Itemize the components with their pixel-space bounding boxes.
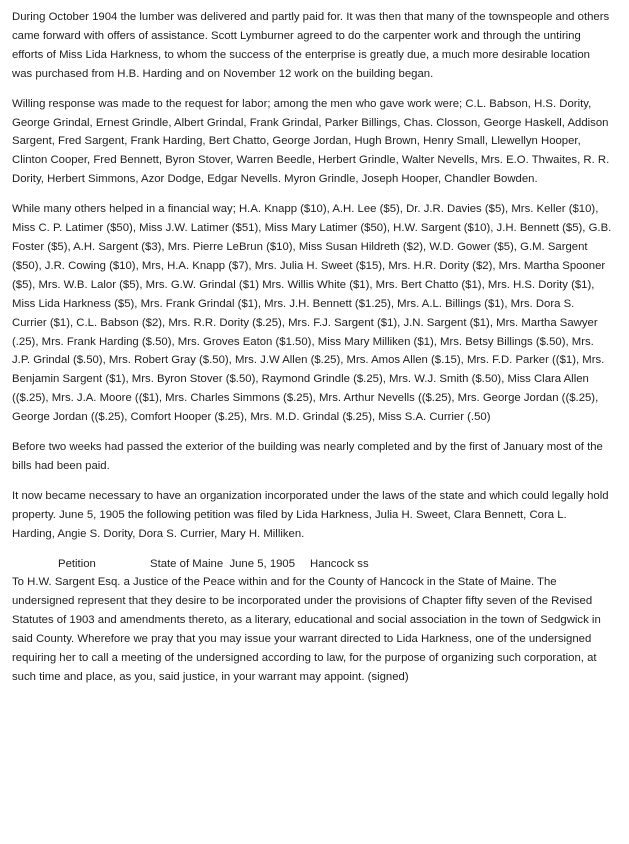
- petition-heading: [12, 555, 612, 574]
- paragraph-lumber-delivery: During October 1904 the lumber was delivered and partly paid for. It was then that many of the townspeople and others came forward with offers of assistance. Scott Lymburner agreed to do the carpenter work and through the untiring efforts of Miss Lida Harkness, to whom the success of the enterprise is greatly due, a much more desirable location was purchased from H.B. Harding and on November 12 work on the building began.: [12, 11, 610, 80]
- paragraph-labor-volunteers: Willing response was made to the request for labor; among the men who gave work were; C.L. Babson, H.S. Dority, George Grindal, Ernest Grindle, Albert Grindal, Frank Grindal, Parker Billings, Chas. Closson, George Haskell, Addison Sargent, Fred Sargent, Frank Harding, Bert Chatto, George Jordan, Hugh Brown, Henry Small, Llewellyn Hooper, Clinton Cooper, Fred Bennett, Byron Stover, Warren Beedle, Herbert Grindle, Walter Nevells, Mrs. E.O. Thwaites, R. R. Dority, Herbert Simmons, Azor Dodge, Edgar Nevells. Myron Grindle, Joseph Hooper, Chandler Bowden.: [12, 97, 610, 186]
- paragraph-incorporation: It now became necessary to have an organization incorporated under the laws of the state and which could legally hold property. June 5, 1905 the following petition was filed by Lida Harkness, Julia H. Sweet, Clara Bennett, Cora L. Harding, Angie S. Dority, Dora S. Currier, Mary H. Milliken.: [12, 489, 609, 540]
- petition-county: Hancock ss: [310, 557, 369, 570]
- petition-label: Petition: [58, 557, 96, 570]
- document-page: [12, 8, 612, 687]
- paragraph-financial-donors: While many others helped in a financial way; H.A. Knapp ($10), A.H. Lee ($5), Dr. J.R. Davies ($5), Mrs. Keller ($10), Miss C. P. Latimer ($50), Miss J.W. Latimer ($51), Miss Mary Latimer ($50), H.W. Sargent ($10), J.H. Bennett ($5), G.B. Foster ($5), A.H. Sargent ($3), Mrs. Pierre LeBrun ($10), Miss Susan Hildreth ($2), W.D. Gower ($5), G.M. Sargent ($50), J.R. Cowing ($10), Mrs, H.A. Knapp ($7), Mrs. Julia H. Sweet ($15), Mrs. H.R. Dority ($2), Mrs. Martha Spooner ($5), Mrs. W.B. Lalor ($5), Mrs. G.W. Grindal ($1) Mrs. Willis White ($1), Mrs. Bert Chatto ($1), Mrs. H.S. Dority ($1), Miss Lida Harkness ($5), Mrs. Frank Grindal ($1), Mrs. J.H. Bennett ($1.25), Mrs. A.L. Billings ($1), Mrs. Dora S. Currier ($1), C.L. Babson ($2), Mrs. R.R. Dority ($.25), Mrs. F.J. Sargent ($1), J.N. Sargent ($1), Mrs. Martha Sawyer (.25), Mrs. Frank Harding ($.50), Mrs. Groves Eaton ($1.50), Miss Mary Milliken ($1), Mrs. Betsy Billings ($.50), Mrs. J.P. Grindal ($.50), Mrs. Robert Gray ($.50), Mrs. J.W Allen ($.25), Mrs. Amos Allen ($.15), Mrs. F.D. Parker (($1), Mrs. Benjamin Sargent ($1), Mrs. Byron Stover ($.50), Raymond Grindle ($.25), Mrs. W.J. Smith ($.50), Miss Clara Allen (($.25), Mrs. J.A. Moore (($1), Mrs. Charles Simmons ($.25), Mrs. Arthur Nevells (($.25), Mrs. George Jordan (($.25), George Jordan (($.25), Comfort Hooper ($.25), Mrs. M.D. Grindal ($.25), Miss S.A. Currier (.50): [12, 203, 612, 424]
- petition-state-date: State of Maine June 5, 1905: [150, 557, 296, 570]
- petition-body: To H.W. Sargent Esq. a Justice of the Peace within and for the County of Hancock in the State of Maine. The undersigned represent that they desire to be incorporated under the provisions of Chapter fifty seven of the Revised Statutes of 1903 and amendments thereto, as a literary, educational and social association in the town of Sedgwick in said County. Wherefore we pray that you may issue your warrant directed to Lida Harkness, one of the undersigned requiring her to call a meeting of the undersigned according to law, for the purpose of organizing such corporation, at such time and place, as you, said justice, in your warrant may appoint. (signed): [12, 576, 601, 683]
- paragraph-building-completed: Before two weeks had passed the exterior of the building was nearly completed and by the first of January most of the bills had been paid.: [12, 441, 603, 472]
